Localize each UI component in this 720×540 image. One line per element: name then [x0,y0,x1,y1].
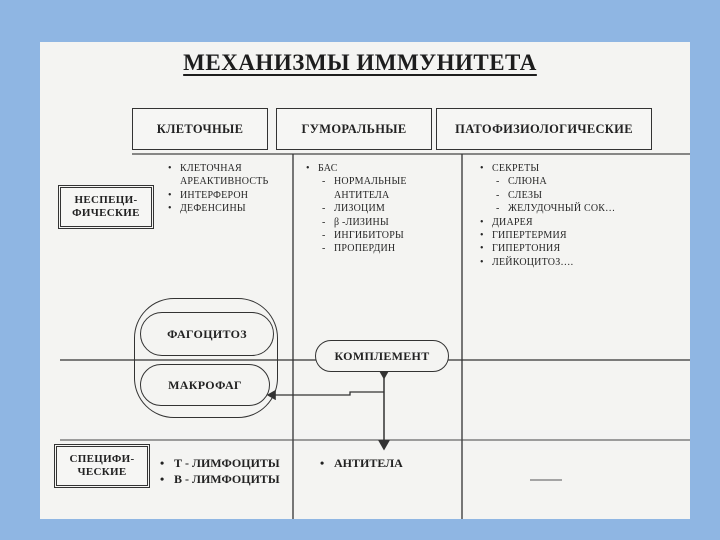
list-item: • ДЕФЕНСИНЫ [168,202,268,215]
list-item: - ПРОПЕРДИН [306,242,407,255]
complement-macrophage-arrow [268,392,384,395]
specific-humoral-list [320,455,403,471]
list-item: - СЛЕЗЫ [480,189,615,202]
row-label-specific: СПЕЦИФИ- ЧЕСКИЕ [54,444,150,488]
node-macrophage: МАКРОФАГ [140,364,270,406]
column-header-pathophysiological: ПАТОФИЗИОЛОГИЧЕСКИЕ [436,108,652,150]
list-item: • БАС [306,162,407,175]
list-item: - СЛЮНА [480,175,615,188]
list-item: • ГИПЕРТЕРМИЯ [480,229,615,242]
pathophysiological-items-list [480,162,615,269]
node-complement: КОМПЛЕМЕНТ [315,340,449,372]
list-item: • СЕКРЕТЫ [480,162,615,175]
list-item: - ЖЕЛУДОЧНЫЙ СОК… [480,202,615,215]
list-item: • ДИАРЕЯ [480,216,615,229]
list-item-antibodies: • АНТИТЕЛА [320,455,403,471]
row-label-nonspecific: НЕСПЕЦИ- ФИЧЕСКИЕ [58,185,154,229]
node-phagocytosis: ФАГОЦИТОЗ [140,312,274,356]
list-item: АРЕАКТИВНОСТЬ [180,176,269,188]
list-item: - ЛИЗОЦИМ [306,202,407,215]
column-header-humoral: ГУМОРАЛЬНЫЕ [276,108,432,150]
list-item: - β -ЛИЗИНЫ [306,216,407,229]
list-item: • КЛЕТОЧНАЯ [168,162,268,175]
list-item: • ЛЕЙКОЦИТОЗ…. [480,256,615,269]
humoral-items-list [306,162,407,256]
list-item-t-lymphocytes: • Т - ЛИМФОЦИТЫ [160,455,280,471]
cellular-items-list [168,162,268,216]
list-item: - НОРМАЛЬНЫЕ [306,175,407,188]
list-item-b-lymphocytes: • В - ЛИМФОЦИТЫ [160,471,280,487]
list-item: АНТИТЕЛА [334,189,390,201]
slide [40,42,690,519]
page-title: МЕХАНИЗМЫ ИММУНИТЕТА [183,50,537,75]
list-item: • ГИПЕРТОНИЯ [480,242,615,255]
list-item: - ИНГИБИТОРЫ [306,229,407,242]
list-item: • ИНТЕРФЕРОН [168,189,268,202]
specific-cellular-list [160,455,280,487]
column-header-cellular: КЛЕТОЧНЫЕ [132,108,268,150]
